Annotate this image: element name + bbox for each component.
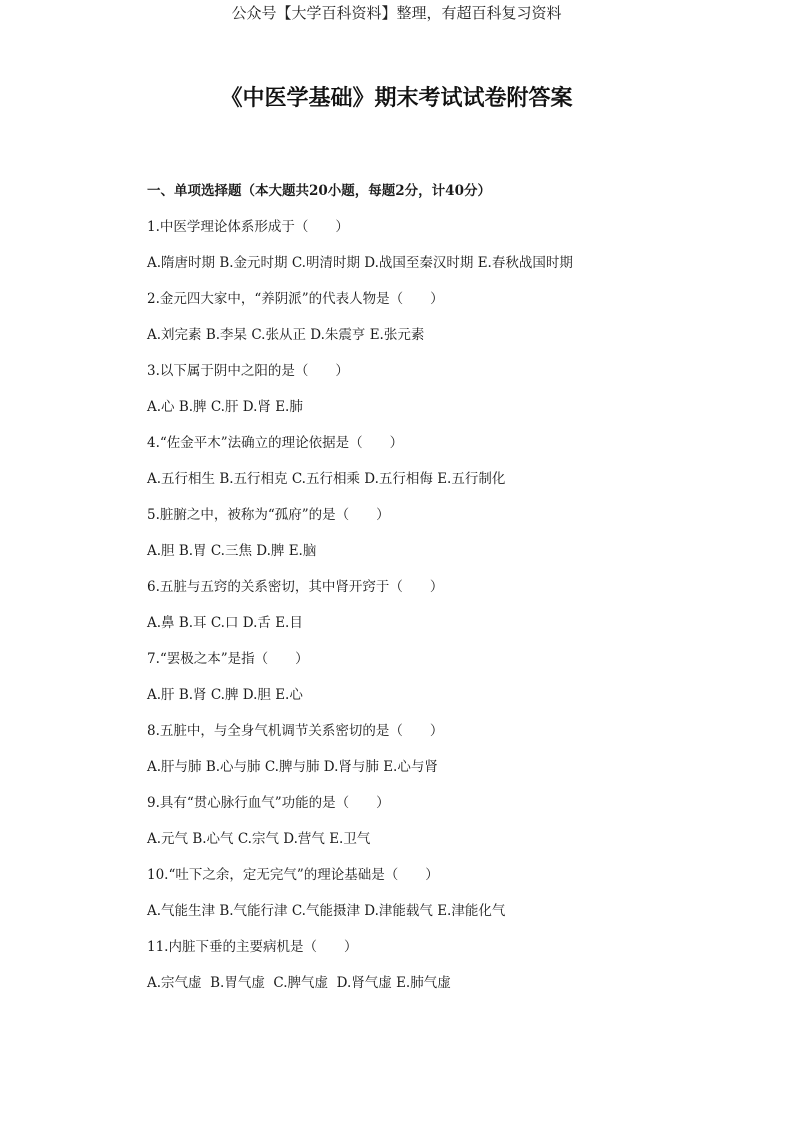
question-text: 11.内脏下垂的主要病机是（ ）: [147, 939, 358, 955]
exam-content: [147, 180, 747, 1008]
question-text: 5.脏腑之中，被称为“孤府”的是（ ）: [147, 507, 390, 523]
question-options: A.鼻 B.耳 C.口 D.舌 E.目: [147, 615, 303, 631]
question-text: 1.中医学理论体系形成于（ ）: [147, 219, 349, 235]
question-text: 6.五脏与五窍的关系密切，其中肾开窍于（ ）: [147, 579, 444, 595]
question-options: A.肝与肺 B.心与肺 C.脾与肺 D.肾与肺 E.心与肾: [147, 759, 438, 775]
question-options: A.元气 B.心气 C.宗气 D.营气 E.卫气: [147, 831, 371, 847]
question-text: 9.具有“贯心脉行血气”功能的是（ ）: [147, 795, 390, 811]
question-text: 7.“罢极之本”是指（ ）: [147, 651, 309, 667]
question-text: 4.“佐金平木”法确立的理论依据是（ ）: [147, 435, 404, 451]
question-options: A.隋唐时期 B.金元时期 C.明清时期 D.战国至秦汉时期 E.春秋战国时期: [147, 255, 573, 271]
question-text: 10.“吐下之余，定无完气”的理论基础是（ ）: [147, 867, 439, 883]
question-options: A.肝 B.肾 C.脾 D.胆 E.心: [147, 687, 303, 703]
question-options: A.五行相生 B.五行相克 C.五行相乘 D.五行相侮 E.五行制化: [147, 471, 506, 487]
section-heading: 一、单项选择题（本大题共20小题，每题2分，计40分）: [147, 183, 491, 199]
question-options: A.胆 B.胃 C.三焦 D.脾 E.脑: [147, 543, 317, 559]
question-text: 2.金元四大家中，“养阴派”的代表人物是（ ）: [147, 291, 444, 307]
question-text: 8.五脏中，与全身气机调节关系密切的是（ ）: [147, 723, 444, 739]
question-options: A.气能生津 B.气能行津 C.气能摄津 D.津能载气 E.津能化气: [147, 903, 506, 919]
header-note: 公众号【大学百科资料】整理，有超百科复习资料: [231, 4, 562, 22]
question-options: A.心 B.脾 C.肝 D.肾 E.肺: [147, 399, 303, 415]
question-text: 3.以下属于阴中之阳的是（ ）: [147, 363, 349, 379]
question-options: A.宗气虚 B.胃气虚 C.脾气虚 D.肾气虚 E.肺气虚: [147, 975, 451, 991]
question-options: A.刘完素 B.李杲 C.张从正 D.朱震亨 E.张元素: [147, 327, 425, 343]
document-title: 《中医学基础》期末考试试卷附答案: [220, 85, 573, 111]
